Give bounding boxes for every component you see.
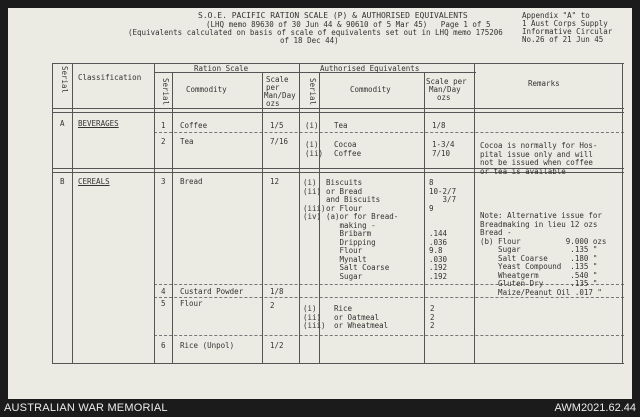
footer-bar [0,399,640,417]
header-serial-ae: Serial [308,78,317,106]
equivalent-scale: 2 2 2 [430,304,435,330]
appendix-line: Appendix "A" to [522,11,590,20]
row-divider [154,132,624,133]
equivalent-commodity: Biscuits or Bread and Biscuits or Flour (a)or for Bread- making - Bribarm Dripping Flour Mynalt Salt Coarse Sugar [326,178,399,281]
section-classification: CEREALS [78,177,110,186]
equivalent-commodity: Rice or Oatmeal or Wheatmeal [334,304,389,330]
document-subtitle: (Equivalents calculated on basis of scale of equivalents set out in LHQ memo 175206 [128,28,503,37]
row-scale: 1/8 [270,287,284,296]
row-commodity: Custard Powder [180,287,244,296]
header-divider [52,112,624,113]
header-commodity: Commodity [186,85,227,94]
column-divider [299,63,300,363]
equivalent-scale: 1/8 [432,121,446,130]
row-scale: 1/2 [270,341,284,350]
row-serial: 2 [161,137,166,146]
equivalent-serial: (i) (ii) (iii) (iv) [303,178,326,221]
header-commodity-ae: Commodity [350,85,391,94]
column-divider [474,63,475,363]
header-scale: per [266,83,280,92]
table-border-bottom [52,363,624,364]
header-scale-ae: ozs [437,93,451,102]
row-serial: 4 [161,287,166,296]
appendix-line: 1 Aust Corps Supply [522,19,608,28]
row-remarks: Note: Alternative issue for Breadmaking in lieu 12 ozs Bread - (b) Flour 9.000 ozs Sugar .135 " Salt Coarse .180 " Yeast Compound .135 " Wheatgerm .540 " Gluten Dry .135 " Maize/Peanut Oil .017 " [480,211,607,297]
header-scale: Man/Day [264,91,296,100]
row-scale: 1/5 [270,121,284,130]
equivalent-scale: 1-3/4 7/10 [432,140,455,158]
document-page [8,8,632,399]
document-title: S.O.E. PACIFIC RATION SCALE (P) & AUTHORISED EQUIVALENTS [198,11,468,20]
equivalent-serial: (i) (ii) (iii) [303,304,326,330]
row-commodity: Flour [180,299,203,308]
row-serial: 1 [161,121,166,130]
row-scale: 2 [270,301,275,310]
header-scale: ozs [266,99,280,108]
row-serial: 3 [161,177,166,186]
row-scale: 12 [270,177,280,186]
row-remarks: Cocoa is normally for Hos- pital issue only and will not be issued when coffee or tea is available [480,141,598,176]
equivalent-scale: 8 10-2/7 3/7 9 .144 .036 9.8 .030 .192 .192 [429,178,457,281]
appendix-line: Informative Circular [522,27,613,36]
header-scale-ae: Scale per [426,77,467,86]
column-divider [622,63,623,363]
document-subtitle: (LHQ memo 89630 of 30 Jun 44 & 90610 of 5 Mar 45) Page 1 of 5 [206,20,491,29]
equivalent-serial: (i) [305,121,319,130]
column-divider [262,72,263,363]
row-divider [154,335,624,336]
column-divider [52,63,53,363]
header-classification: Classification [78,73,142,82]
header-serial-rs: Serial [161,78,170,106]
header-scale: Scale [266,75,289,84]
row-commodity: Bread [180,177,203,186]
header-scale-ae: Man/Day [429,85,461,94]
row-divider [154,297,624,298]
row-serial: 6 [161,341,166,350]
row-commodity: Coffee [180,121,208,130]
section-serial: B [60,177,65,186]
equivalent-serial: (i) (ii) [305,140,324,158]
section-classification: BEVERAGES [78,119,119,128]
header-authorised-equivalents: Authorised Equivalents [320,64,420,73]
column-divider [72,63,73,363]
header-remarks: Remarks [528,79,560,88]
column-divider [172,72,173,363]
header-divider [52,108,624,109]
column-divider [424,72,425,363]
row-commodity: Rice (Unpol) [180,341,235,350]
row-scale: 7/16 [270,137,289,146]
equivalent-commodity: Cocoa Coffee [334,140,362,158]
section-serial: A [60,119,65,128]
footer-accession-number: AWM2021.62.44 [554,402,636,414]
document-subtitle: of 18 Dec 44) [280,36,339,45]
equivalent-commodity: Tea [334,121,348,130]
column-divider [154,63,155,363]
row-serial: 5 [161,299,166,308]
header-serial: Serial [60,66,69,94]
row-commodity: Tea [180,137,194,146]
appendix-line: No.26 of 21 Jun 45 [522,35,604,44]
footer-credit: AUSTRALIAN WAR MEMORIAL [4,402,168,414]
header-ration-scale: Ration Scale [194,64,249,73]
